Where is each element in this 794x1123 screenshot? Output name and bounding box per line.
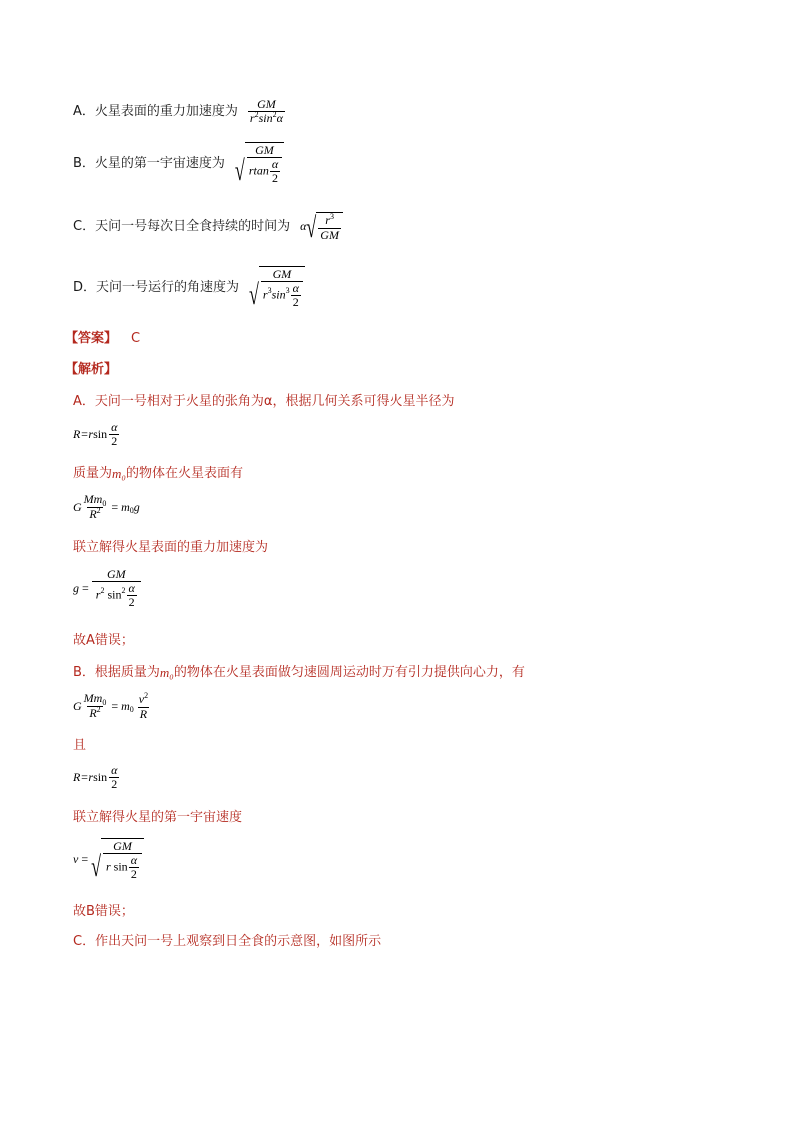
analysis-mass-line (73, 466, 243, 482)
answer-label: 【答案】 (65, 331, 118, 346)
eq-v: v = √ GM r sin $\frac{\alpha}{2}$ (73, 838, 144, 881)
b-intro-post: 的物体在火星表面做匀速圆周运动时万有引力提供向心力，有 (173, 665, 525, 680)
eq-radius-1: R=r sin $\frac{\alpha}{2}$ (73, 420, 118, 448)
option-c (73, 212, 343, 242)
option-c-formula: α √ $\frac{r^3}{GM}$ (300, 212, 343, 242)
analysis-and: 且 (73, 738, 87, 753)
b-intro-pre: B．根据质量为 (73, 665, 160, 680)
analysis-solve-v: 联立解得火星的第一宇宙速度 (73, 810, 243, 825)
option-a (73, 98, 285, 126)
option-d-label: D．天问一号运行的角速度为 (73, 279, 240, 295)
analysis-a-intro: A．天问一号相对于火星的张角为α，根据几何关系可得火星半径为 (73, 394, 455, 409)
mass-line-var: m₀ (112, 466, 126, 481)
option-a-formula: $\frac{GM}{r^2\sin^2\alpha}$ (249, 97, 283, 125)
eq-gravity-1: G $\frac{Mm_0}{R^2}$ = m 0 g (73, 492, 140, 521)
analysis-c-intro: C．作出天问一号上观察到日全食的示意图，如图所示 (73, 934, 382, 949)
mass-line-pre: 质量为 (73, 466, 113, 481)
answer-line (65, 331, 140, 347)
analysis-b-intro (73, 665, 525, 681)
analysis-a-wrong: 故A错误； (73, 633, 134, 648)
analysis-solve-g: 联立解得火星表面的重力加速度为 (73, 540, 269, 555)
eq-gravity-2: G $\frac{Mm_0}{R^2}$ = m 0 $\frac{v^2}{R}$ (73, 690, 149, 721)
analysis-heading: 【解析】 (65, 362, 118, 377)
analysis-b-wrong: 故B错误； (73, 904, 134, 919)
option-a-label: A．火星表面的重力加速度为 (73, 104, 238, 119)
option-b-formula: √ GM rtan $\frac{\alpha}{2}$ (235, 142, 284, 185)
option-b (73, 142, 284, 185)
eq-g: g = GM $r^2$ $\sin^2$ $\frac{\alpha}{2}$ (73, 568, 141, 609)
b-intro-var: m₀ (159, 665, 174, 680)
eq-radius-2: R=r sin $\frac{\alpha}{2}$ (73, 763, 118, 791)
option-b-label: B．火星的第一宇宙速度为 (73, 155, 225, 171)
option-d-formula: √ GM $r^3\sin^3$ $\frac{\alpha}{2}$ (249, 266, 305, 309)
option-c-label: C．天问一号每次日全食持续的时间为 (73, 219, 291, 234)
mass-line-post: 的物体在火星表面有 (125, 466, 243, 481)
option-d (73, 266, 305, 309)
answer-value: C (131, 331, 141, 346)
